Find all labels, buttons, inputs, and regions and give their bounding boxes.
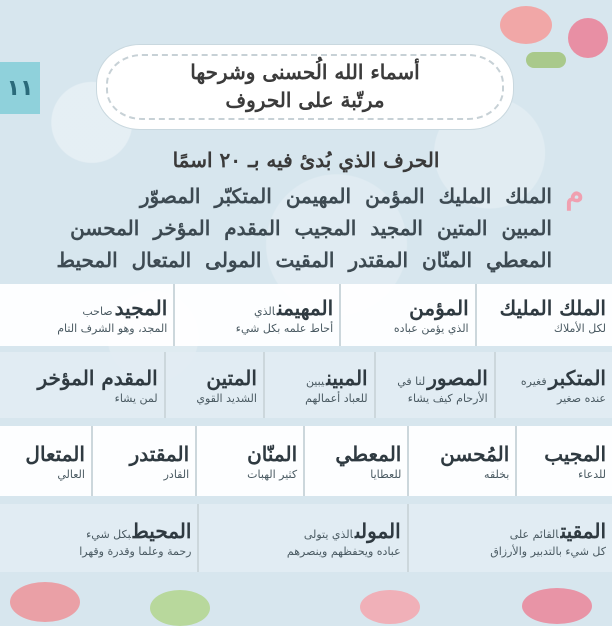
name-item: المليك [438, 184, 492, 208]
name-cell [339, 284, 474, 346]
name-description: لكل الأملاك [553, 321, 606, 335]
name-label: المقدم المؤخر [37, 365, 158, 390]
name-description: بخلقه [484, 467, 510, 481]
bottom-flowers-decoration [0, 572, 612, 612]
flower-decoration [522, 588, 592, 624]
name-cell [515, 426, 612, 496]
name-inline-description: الذي [253, 304, 276, 318]
name-description: الشديد القوي [196, 391, 257, 405]
name-cell [197, 504, 406, 572]
name-item: الملك [505, 184, 552, 208]
name-label: المولى [355, 518, 401, 543]
name-cell [374, 352, 494, 418]
name-description: العالي [57, 467, 85, 481]
name-cell [303, 426, 407, 496]
title-line-2: مرتّبة على الحروف [225, 88, 385, 112]
name-item: المؤخر [153, 216, 211, 240]
name-item: المقتدر [348, 248, 409, 272]
name-label: المتكبر [548, 365, 606, 390]
name-item: المجيد [370, 216, 423, 240]
name-item: المجيب [294, 216, 357, 240]
name-cell [475, 284, 612, 346]
name-description: للعطايا [370, 467, 402, 481]
name-item: المؤمن [365, 184, 425, 208]
names-band [0, 284, 612, 346]
name-inline-description: صاحب [82, 304, 113, 318]
name-item: المهيمن [285, 184, 352, 208]
flower-decoration [10, 582, 80, 622]
name-label: المجيب [544, 441, 606, 466]
name-inline-description: الذي يتولى [303, 527, 353, 541]
name-description: الذي يؤمن عباده [393, 321, 469, 335]
name-label: المتين [206, 365, 257, 390]
name-inline-description: يبين [305, 374, 325, 388]
name-description: عباده ويحفظهم وينصرهم [286, 544, 401, 558]
name-description: للدعاء [578, 467, 606, 481]
name-item: المولى [205, 248, 262, 272]
name-item: المبين [501, 216, 552, 240]
name-inline-description: القائم على [509, 527, 559, 541]
name-cell [173, 284, 339, 346]
name-item: المصوّر [139, 184, 201, 208]
name-label: المصور [427, 365, 488, 390]
flower-decoration [360, 590, 420, 624]
name-description: أحاط علمه بكل شيء [235, 321, 334, 335]
name-item: المقيت [275, 248, 335, 272]
name-cell [0, 352, 164, 418]
names-list [20, 180, 552, 276]
name-cell [195, 426, 303, 496]
title-plaque [100, 48, 510, 126]
name-label: المقيت [560, 518, 606, 543]
name-item: المقدم [224, 216, 281, 240]
subtitle: الحرف الذي بُدئ فيه بـ ٢٠ اسمًا [172, 148, 440, 172]
leaf-decoration [526, 52, 566, 68]
name-cell [407, 504, 612, 572]
name-cell [0, 504, 197, 572]
names-band [0, 504, 612, 572]
name-label: المؤمن [409, 295, 469, 320]
name-item: المتعال [131, 248, 192, 272]
name-description: كثير الهبات [247, 467, 298, 481]
name-inline-description: فغيره [520, 374, 547, 388]
name-description: عنده صغير [557, 391, 606, 405]
name-cell [494, 352, 612, 418]
name-description: للعباد أعمالهم [305, 391, 368, 405]
name-description: لمن يشاء [114, 391, 158, 405]
name-item: المنّان [422, 248, 473, 272]
page-number-badge: ١١ [0, 62, 40, 114]
name-label: المحيط [132, 518, 192, 543]
name-item: المتين [436, 216, 488, 240]
name-description: المجد، وهو الشرف التام [57, 321, 168, 335]
name-description: القادر [163, 467, 190, 481]
name-label: المهيمن [277, 295, 334, 320]
name-item: المحيط [56, 248, 118, 272]
names-band [0, 352, 612, 418]
name-label: الملك المليك [499, 295, 606, 320]
name-label: المُحسن [440, 441, 510, 466]
name-label: المجيد [114, 295, 168, 320]
names-row [20, 244, 552, 276]
names-row [20, 212, 552, 244]
flower-decoration [150, 590, 210, 626]
title-line-1: أسماء الله الُحسنى وشرحها [190, 60, 420, 84]
name-description: رحمة وعلما وقدرة وقهرا [79, 544, 192, 558]
name-inline-description: بكل شيء [86, 527, 131, 541]
names-band [0, 426, 612, 496]
flower-decoration-top-right [500, 6, 552, 44]
letter-mim: م [565, 176, 584, 211]
name-cell [263, 352, 374, 418]
name-cell [0, 284, 173, 346]
name-inline-description: لنا في [397, 374, 426, 388]
name-cell [164, 352, 263, 418]
name-description: كل شيء بالتدبير والأرزاق [490, 544, 606, 558]
name-description: الأرحام كيف يشاء [407, 391, 488, 405]
name-item: المحسن [70, 216, 140, 240]
name-label: المقتدر [129, 441, 190, 466]
name-item: المتكبّر [214, 184, 272, 208]
name-label: المتعال [25, 441, 85, 466]
name-label: المنّان [247, 441, 298, 466]
name-item: المعطي [486, 248, 552, 272]
name-label: المبين [326, 365, 368, 390]
name-cell [407, 426, 515, 496]
name-cell [0, 426, 91, 496]
name-label: المعطي [335, 441, 402, 466]
names-row [20, 180, 552, 212]
name-cell [91, 426, 195, 496]
flower-decoration-top-right-small [568, 18, 608, 58]
